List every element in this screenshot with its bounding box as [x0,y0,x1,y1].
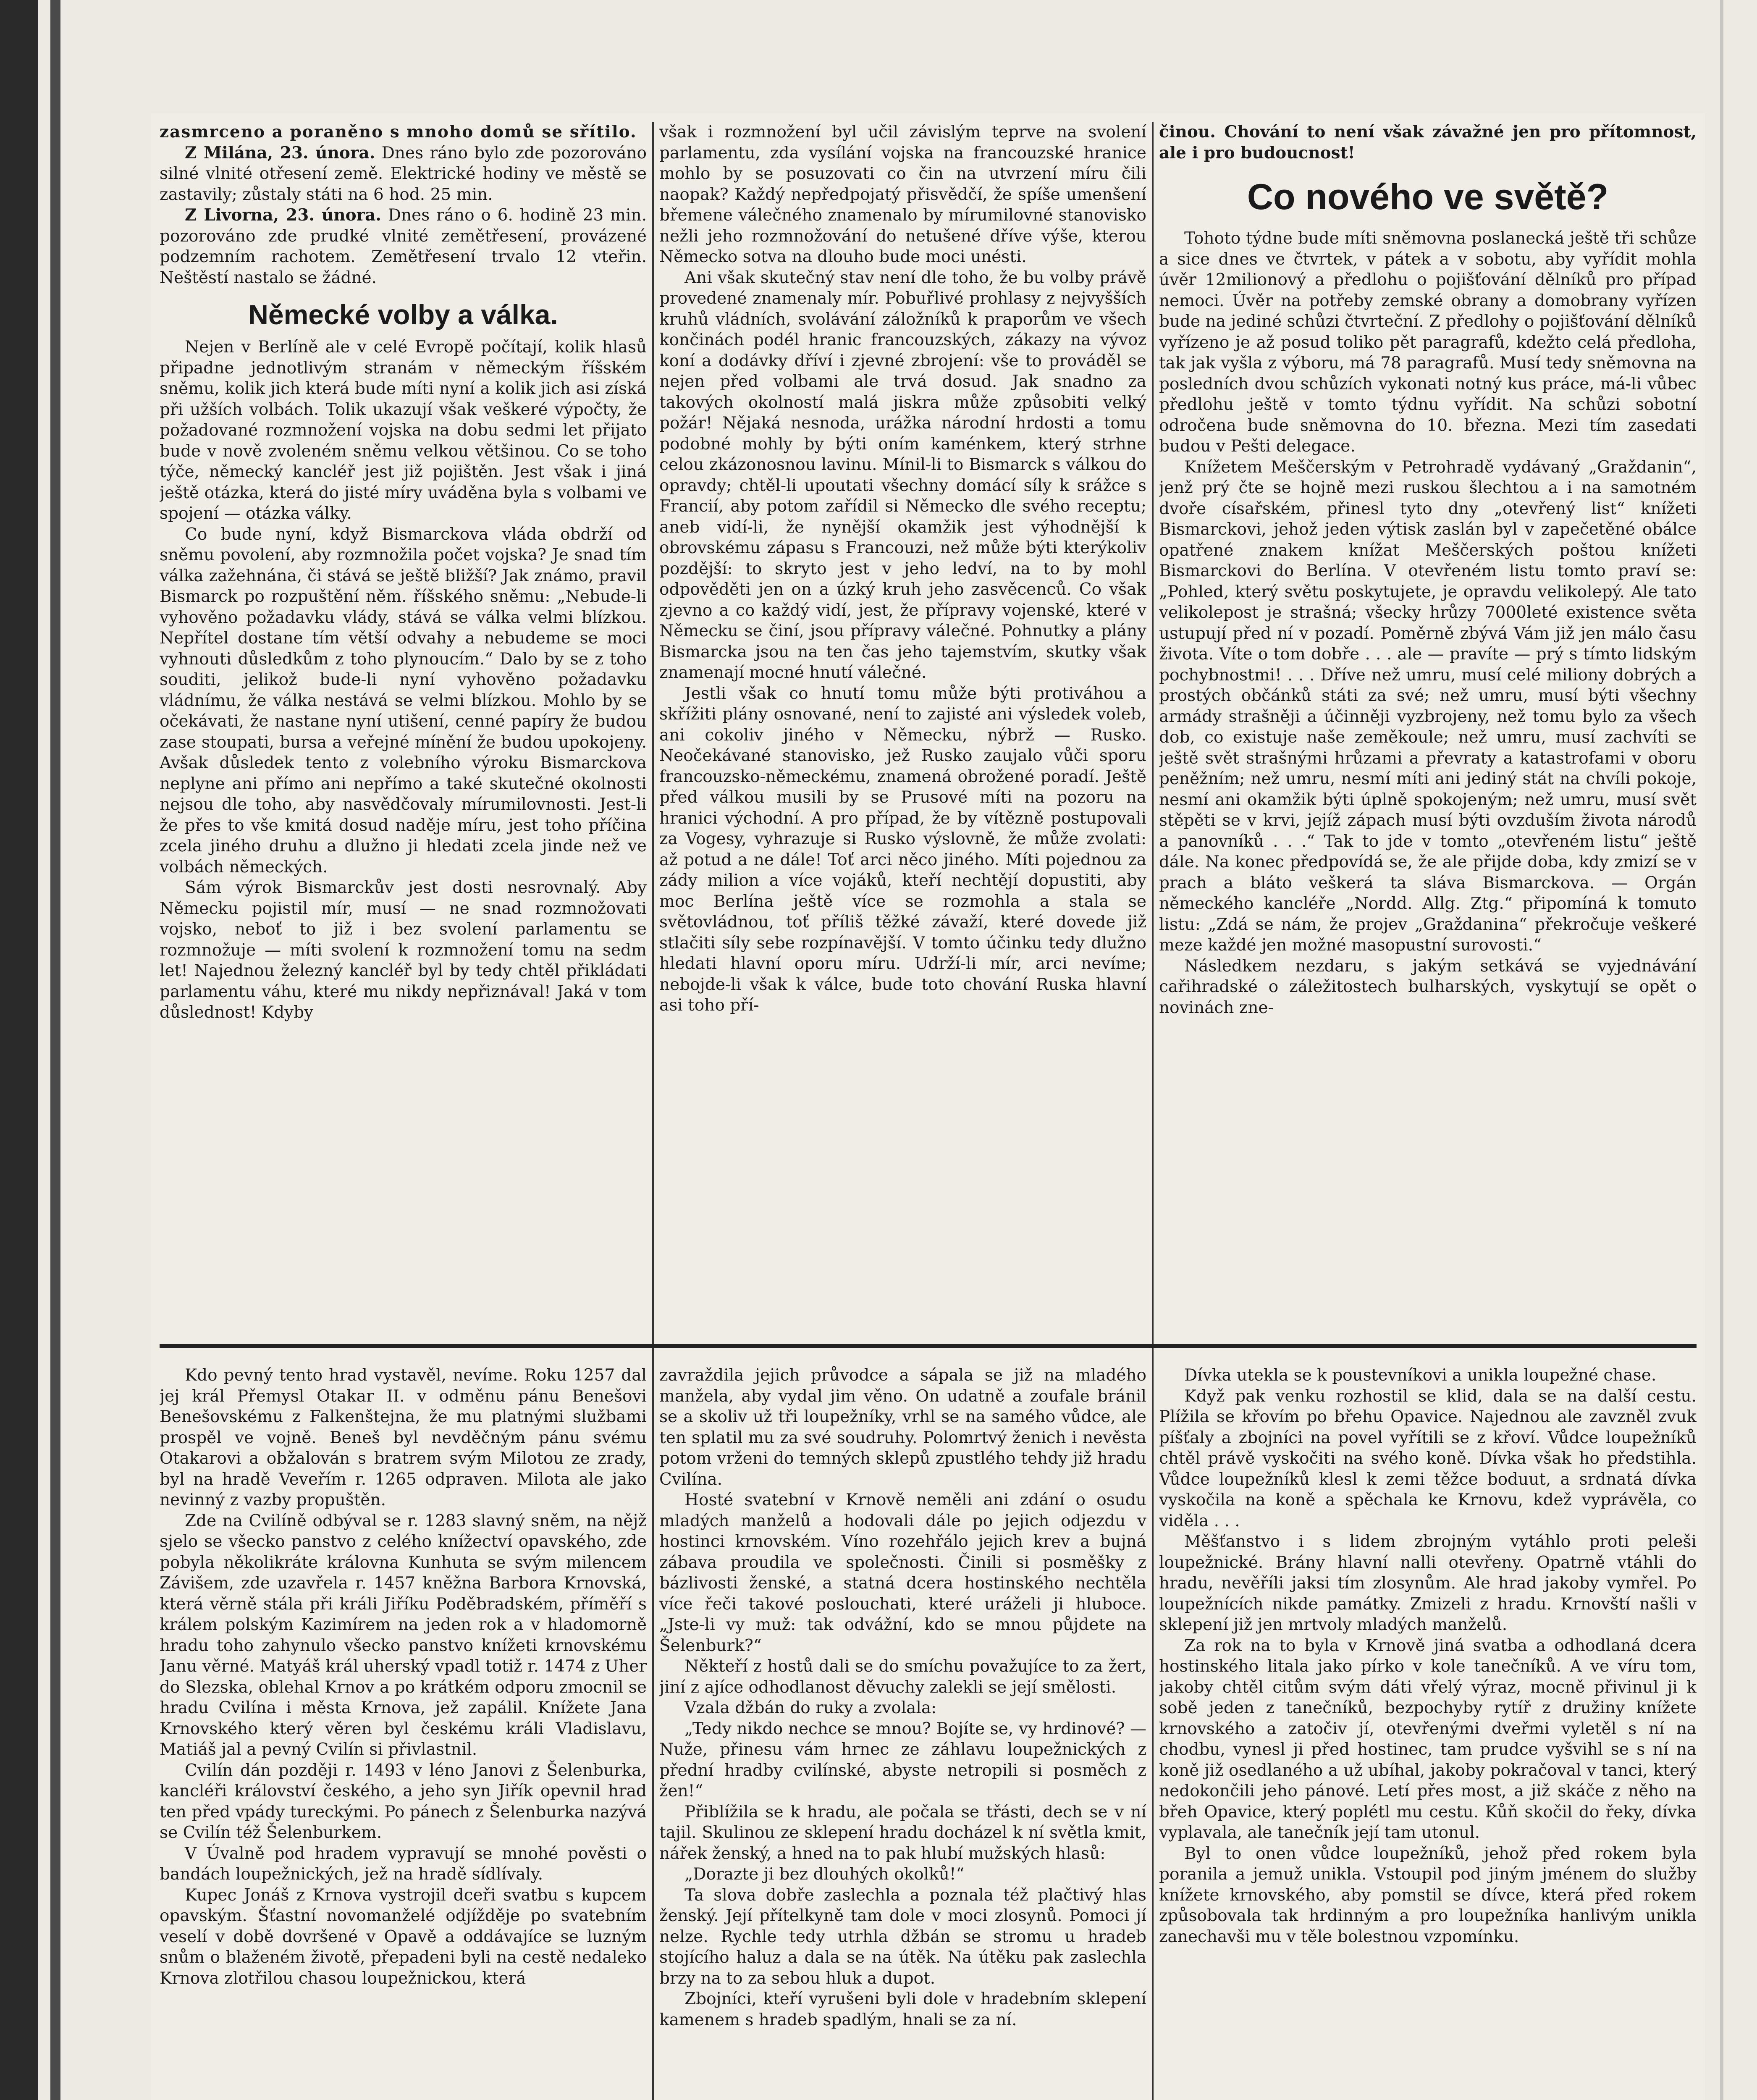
paragraph: Tohoto týdne bude míti sněmovna poslanecká ještě tři schůze a sice dnes ve čtvrtek, v pátek a v sobotu, aby vyřídit mohla úvěr 12milionový a předlohu o pojišťování dělníků pro případ nemoci. Úvěr na potřeby zemské obrany a domobrany vyřízen bude na jediné schůzi čtvrteční. Z předlohy o pojišťování dělníků vyřízeno je až posud toliko pět paragrafů, kdežto celá předloha, tak jak vyšla z výboru, má 78 paragrafů. Musí tedy sněmovna na posledních dvou schůzích vykonati notný kus práce, má-li vůbec předlohu ještě v tomto týdnu vyřídit. Na schůzi sobotní odročena bude sněmovna do 10. března. Mezi tím zasedati budou v Pešti delegace. [1159,229,1697,456]
paragraph: Následkem nezdaru, s jakým setkává se vyjednávání cařihradské o záležitostech bulharských, vyskytují se opět o novinách zne- [1159,956,1697,1017]
paragraph: Dívka utekla se k poustevníkovi a unikla loupežné chase. [1184,1366,1657,1385]
paragraph: Zbojníci, kteří vyrušeni byli dole v hradebním sklepení kamenem s hradeb spadlým, hnali se za ní. [659,1990,1146,2029]
column-3-bottom [1159,1365,1697,2100]
section-heading-co-noveho: Co nového ve světě? [1247,177,1609,217]
paragraph: Ta slova dobře zaslechla a poznala též plačtivý hlas ženský. Její přítelkyně tam dole v moci zlosynů. Pomoci jí nelze. Rychle tedy utrhla džbán se stromu u hradeb stojícího haluz a dala se na útěk. Na útěku pak zaslechla brzy na to za sebou hluk a dupot. [659,1885,1146,1988]
location-livorno: Z Livorna, 23. února. [185,205,381,225]
scan-right-edge [1720,0,1723,2100]
dateline-milano [160,143,647,205]
column-divider [652,122,654,2100]
scan-left-edge [0,0,38,2100]
paragraph: Byl to onen vůdce loupežníků, jehož před rokem byla poranila a jemuž unikla. Vstoupil pod jiným jménem do služby knížete krnovského, aby pomstil se dívce, která před rokem způsobovala tak hrdinným a pro loupežníka hanlivým unikla zanechavši mu v těle bolestnou vzpomínku. [1159,1844,1697,1946]
paragraph: Měšťanstvo i s lidem zbrojným vytáhlo proti peleši loupežnické. Brány hlavní nalli otevřeny. Opatrně vtáhli do hradu, nevěříli jaksi tím zlosynům. Ale hrad jakoby vymřel. Po loupežnících nikde památky. Zmizeli z hradu. Krnovští našli v sklepení již jen mrtvoly mladých manželů. [1159,1532,1697,1634]
newspaper-page [151,113,1705,2100]
column-2-top [659,122,1146,1323]
column-1-top [160,122,647,1323]
column-1-bottom [160,1365,647,2100]
paragraph: však i rozmnožení byl učil závislým teprve na svolení parlamentu, zda vysílání vojska na francouzské hranice mohlo by se posuzovati co čin na utvrzení míru čili naopak? Každý nepředpojatý přisvědčí, že spíše umenšení břemene válečného znamenalo by mírumilovné stanovisko nežli jeho rozmnožování do netušené dříve výše, kterou Německo sotva na dlouho bude moci unésti. [659,123,1146,266]
report-livorno: Dnes ráno o 6. hodině 23 min. pozorováno zde prudké vlnité zemětřesení, provázené podzemním rachotem. Zemětřesení trvalo 12 vteřin. Neštěstí nastalo se žádné. [160,206,647,287]
dateline-livorno [160,205,647,288]
paragraph: Vzala džbán do ruky a zvolala: [684,1698,937,1717]
paragraph: Zde na Cvilíně odbýval se r. 1283 slavný sněm, na nějž sjelo se všecko panstvo z celého knížectví opavského, zde pobyla několikráte královna Kunhuta se svým milencem Závišem, zde uzavřela r. 1457 kněžna Barbora Krnovská, která věrně stála při králi Jiříku Poděbradském, příměří s králem polským Kazimírem na jeden rok a v hladomorně hradu toho zahynulo všecko panstvo knížeti krnovskému Janu věrné. Matyáš král uherský vpadl totiž r. 1474 z Uher do Slezska, oblehal Krnov a po krátkém odporu zmocnil se hradu Cvilína i města Krnova, jež zapálil. Knížete Jana Krnovského který věren byl českému králi Vladislavu, Matiáš jal a pevný Cvilín si přivlastnil. [160,1511,647,1759]
paragraph: Hosté svatební v Krnově neměli ani zdání o osudu mladých manželů a hodovali dále po jejich odjezdu v hostinci krnovském. Víno rozehřálo jejich krev a bujná zábava proudila ve společnosti. Činili si posměšky z bázlivosti ženské, a statná dcera hostinského nechtěla více řeči takové poslouchati, které uráželi ji hluboce. „Jste-li vy muž: tak odvážní, kdo se mnou půjdete na Šelenburk?“ [659,1491,1146,1655]
paragraph: zavraždila jejich průvodce a sápala se již na mladého manžela, aby vydal jim věno. On udatně a zoufale bránil se a skoliv už tři loupežníky, vrhl se na samého vůdce, ale ten splatil mu za své soudruhy. Polomrtvý ženich i nevěsta potom vrženi do temných sklepů zpustlého tehdy již hradu Cvilína. [659,1366,1146,1489]
paragraph: Kdo pevný tento hrad vystavěl, nevíme. Roku 1257 dal jej král Přemysl Otakar II. v odměnu pánu Benešovi Benešovskému z Falkenštejna, že mu platnými službami prospěl ve vojně. Beneš byl nevděčným pánu svému Otakarovi a obžalován s bratrem svým Milotou ze zrady, byl na hradě Veveřím r. 1265 odpraven. Milota ale jako nevinný z vazby propuštěn. [160,1366,647,1509]
report-milano: Dnes ráno bylo zde pozorováno silné vlnité otřesení země. Elektrické hodiny ve městě se zastavily; zůstaly státi na 6 hod. 25 min. [160,143,647,204]
paragraph: Sám výrok Bismarckův jest dosti nesrovnalý. Aby Německu pojistil mír, musí — ne snad rozmnožovati vojsko, neboť to již i bez svolení parlamentu se rozmnožuje — míti svolení k rozmnožení tomu na sedm let! Najednou železný kancléř byl by tedy chtěl přikládati parlamentu váhu, které mu nikdy nepřiznával! Jaká v tom důslednost! Kdyby [160,878,647,1022]
column-3-top [1159,122,1697,1323]
paragraph: Knížetem Meščerským v Petrohradě vydávaný „Graždanin“, jenž prý čte se hojně mezi ruskou šlechtou a i na samotném dvoře císařském, přinesl tyto dny „otevřený list“ knížeti Bismarckovi, jehož jeden výtisk zaslán byl v zapečetěné obálce opatřené znakem knížat Meščerských poštou knížeti Bismarckovi do Berlína. V otevřeném listu tomto praví se: „Pohled, který světu poskytujete, je opravdu velikolepý. Ale tato velikolepost je strašná; všecky hrůzy 7000leté existence světa ustupují před ní v pozadí. Poměrně zbývá Vám již jen málo času života. Víte o tom dobře . . . ale — pravíte — prý s tímto lidským pochybnostmi! . . . Dříve než umru, musí celé miliony dobrých a prostých občánků státi za své; než umru, musí býti všechny armády strašněji a účinněji vyzbrojeny, než tomu bylo za všech dob, co existuje naše zeměkoule; než umru, musí zachvíti se ještě svět strašnými hrůzami a převraty a katastrofami v oboru peněžním; než umru, nesmí míti ani jediný stát na chvíli pokoje, nesmí ani okamžik býti úplně spokojeným; než umru, musí svět stěpěti se v krvi, jejíž zápach musí býti ovzduším života národů a panovníků . . .“ Tak to jde v tomto „otevřeném listu“ ještě dále. Na konec předpovídá se, že ale přijde doba, kdy zmizí se v prach a bláto veškerá ta sláva Bismarckova. — Orgán německého kancléře „Nordd. Allg. Ztg.“ připomíná k tomuto listu: „Zdá se nám, že projev „Graždanina“ překročuje veškeré meze každé jen možné masopustní surovosti.“ [1159,457,1697,955]
paragraph: Cvilín dán později r. 1493 v léno Janovi z Šelenburka, kancléři království českého, a jeho syn Jiřík opevnil hrad ten před vpády tureckými. Po pánech z Šelenburka nazývá se Cvilín též Šelenburkem. [160,1761,647,1842]
column-2-bottom [659,1365,1146,2100]
paragraph: Kupec Jonáš z Krnova vystrojil dceři svatbu s kupcem opavským. Šťastní novomanželé odjížděje po svatebním veselí v době dovršené v Opavě a oddávajíce se luzným snům o blaženém životě, přepadeni byli na cestě nedaleko Krnova zlotřilou chasou loupežnickou, která [160,1885,647,1988]
scan-binding-bar [50,0,60,2100]
lead-text: zasmrceno a poraněno s mnoho domů se sřítilo. [160,122,637,142]
column-divider [1152,122,1154,2100]
paragraph: Když pak venku rozhostil se klid, dala se na další cestu. Plížila se křovím po břehu Opavice. Najednou ale zavzněl zvuk píšťaly a zbojníci na povel vyřítili se z křoví. Vůdce loupežníků chtěl právě vyskočiti na svého koně. Dívka však ho předstihla. Vůdce loupežníků klesl k zemi těžce boduut, a srdnatá dívka vyskočila na koně a spěchala ke Krnovu, kdež vyprávěla, co viděla . . . [1159,1386,1697,1530]
location-milano: Z Milána, 23. února. [185,143,375,163]
article-heading-volby: Německé volby a válka. [248,299,558,330]
paragraph: „Tedy nikdo nechce se mnou? Bojíte se, vy hrdinové? — Nuže, přinesu vám hrnec ze záhlavu loupežnických z přední hradby cvilínské, abyste netropili si posměch z žen!“ [659,1719,1146,1801]
paragraph: Jestli však co hnutí tomu může býti protiváhou a skřížiti plány osnované, není to zajisté ani výsledek voleb, ani cokoliv jiného v Německu, nýbrž — Rusko. Neočekávané stanovisko, jež Rusko zaujalo vůči sporu francouzsko-německému, znamená obrožené poradí. Ještě před válkou musili by se Prusové míti na pozoru na hranici východní. A pro případ, že by vítězně postupovali za Vogesy, vyhrazuje si Rusko výslovně, že může zvolati: až potud a ne dále! Toť arci něco jiného. Míti pojednou za zády milion a více vojáků, kteří nechtějí dopustiti, aby moc Berlína ještě více se rozmohla a stala se světovládnou, toť příliš těžké závaží, které dovede již stlačiti síly sebe rozpínavější. V tomto účinku tedy dlužno hledati hlavní oporu míru. Udrží-li mír, arci nevíme; nebojde-li však k válce, bude toto chování Ruska hlavní asi toho pří- [659,684,1146,1015]
paragraph: V Úvalně pod hradem vypravují se mnohé pověsti o bandách loupežnických, jež na hradě sídlívaly. [160,1844,647,1884]
paragraph: Za rok na to byla v Krnově jiná svatba a odhodlaná dcera hostinského litala jako pírko v kole tanečníků. A ve víru tom, jakoby chtěl citům svým dáti vřelý výraz, mocně přivinul ji k sobě jeden z tanečníků, bezpochyby rytíř z družiny knížete krnovského a zatočiv jí, otevřenými dveřmi vyletěl s ní na chodbu, vynesl ji před hostinec, tam prudce vyšvihl se s ní na koně již osedlaného a už ubíhal, jakoby pokračoval v tanci, který nedokončili jeho pánové. Letí přes most, a již skáče z něho na břeh Opavice, který poplétl mu cestu. Kůň skočil do řeky, dívka vyplavala, ale tanečník její tam utonul. [1159,1636,1697,1842]
paragraph: činou. Chování to není však závažné jen pro přítomnost, ale i pro budoucnost! [1159,122,1697,163]
paragraph: Co bude nyní, když Bismarckova vláda obdrží od sněmu povolení, aby rozmnožila počet vojska? Je snad tím válka zažehnána, či stává se ještě bližší? Jak známo, pravil Bismarck po rozpuštění něm. říšského sněmu: „Nebude-li vyhověno požadavku vlády, stává se válka velmi blízkou. Nepřítel dostane tím větší odvahy a nebudeme se moci vyhnouti důsledkům z toho plynoucím.“ Dalo by se z toho souditi, jelikož bude-li nyní vyhověno požadavku vládnímu, že válka nestává se velmi blízkou. Mohlo by se očekávati, že nastane nyní utišení, cenné papíry že budou zase stoupati, bursa a veřejné mínění že budou upokojeny. Avšak důsledek tento z volebního výroku Bismarckova neplyne ani přímo ani nepřímo a také skutečné okolnosti nejsou dle toho, aby nasvědčovaly mírumilovnosti. Jest-li že přes to vše kmitá dosud naděje míru, jest toho příčina zcela jiného druhu a dlužno ji hledati zcela jinde než ve volbách německých. [160,525,647,877]
paragraph: Někteří z hostů dali se do smíchu považujíce to za žert, jiní z ajíce odhodlanost děvuchy zalekli se její smělosti. [659,1657,1146,1697]
feuilleton-divider [160,1344,1697,1348]
paragraph: Přiblížila se k hradu, ale počala se třásti, dech se v ní tajil. Skulinou ze sklepení hradu docházel k ní světla kmit, nářek ženský, a hned na to pak hlubí mužských hlasů: [659,1802,1146,1863]
paragraph: Nejen v Berlíně ale v celé Evropě počítají, kolik hlasů připadne jednotlivým stranám v německým říšském sněmu, kolik jich která bude míti nyní a kolik jich asi získá při užších volbách. Tolik ukazují však veškeré výpočty, že požadované rozmnožení vojska na dobu sedmi let přijato bude v nově zvoleném sněmu velkou většinou. Co se toho týče, německý kancléř jest již pojištěn. Jest však i jiná ještě otázka, která do jisté míry uváděna byla s volbami ve spojení — otázka války. [160,338,647,523]
paragraph: „Dorazte ji bez dlouhých okolků!“ [684,1865,965,1884]
paragraph: Ani však skutečný stav není dle toho, že bu volby právě provedené znamenaly mír. Pobuřlivé prohlasy z nejvyšších kruhů vládních, svolávání záložníků k praporům ve všech končinách podél hranic francouzských, zákazy na vývoz koní a dodávky dříví i zjevné zbrojení: vše to prováděl se nejen před volbami ale trvá dosud. Jak snadno za takových okolností malá jiskra může způsobiti velký požár! Nějaká nesnoda, urážka národní hrdosti a tomu podobné mohly by býti oním kaménkem, který strhne celou zkázonosnou lavinu. Mínil-li to Bismarck s válkou do opravdy; chtěl-li upoutati všechny domácí síly k srážce s Francií, aby potom zařídil si Německo dle svého receptu; aneb vidí-li, že nynější okamžik jest výhodnější k obrovskému zápasu s Francouzi, než může býti kterýkoliv pozdější: to skryto jest v jeho ledví, na to by mohl odpověděti jen on a úzký kruh jeho zasvěcenců. Co však zjevno a co každý vidí, jest, že přípravy vojenské, které v Německu se činí, jsou přípravy válečné. Pohnutky a plány Bismarcka jsou na ten čas jeho tajemstvím, skutky však znamenají mocné hnutí válečné. [659,268,1146,682]
